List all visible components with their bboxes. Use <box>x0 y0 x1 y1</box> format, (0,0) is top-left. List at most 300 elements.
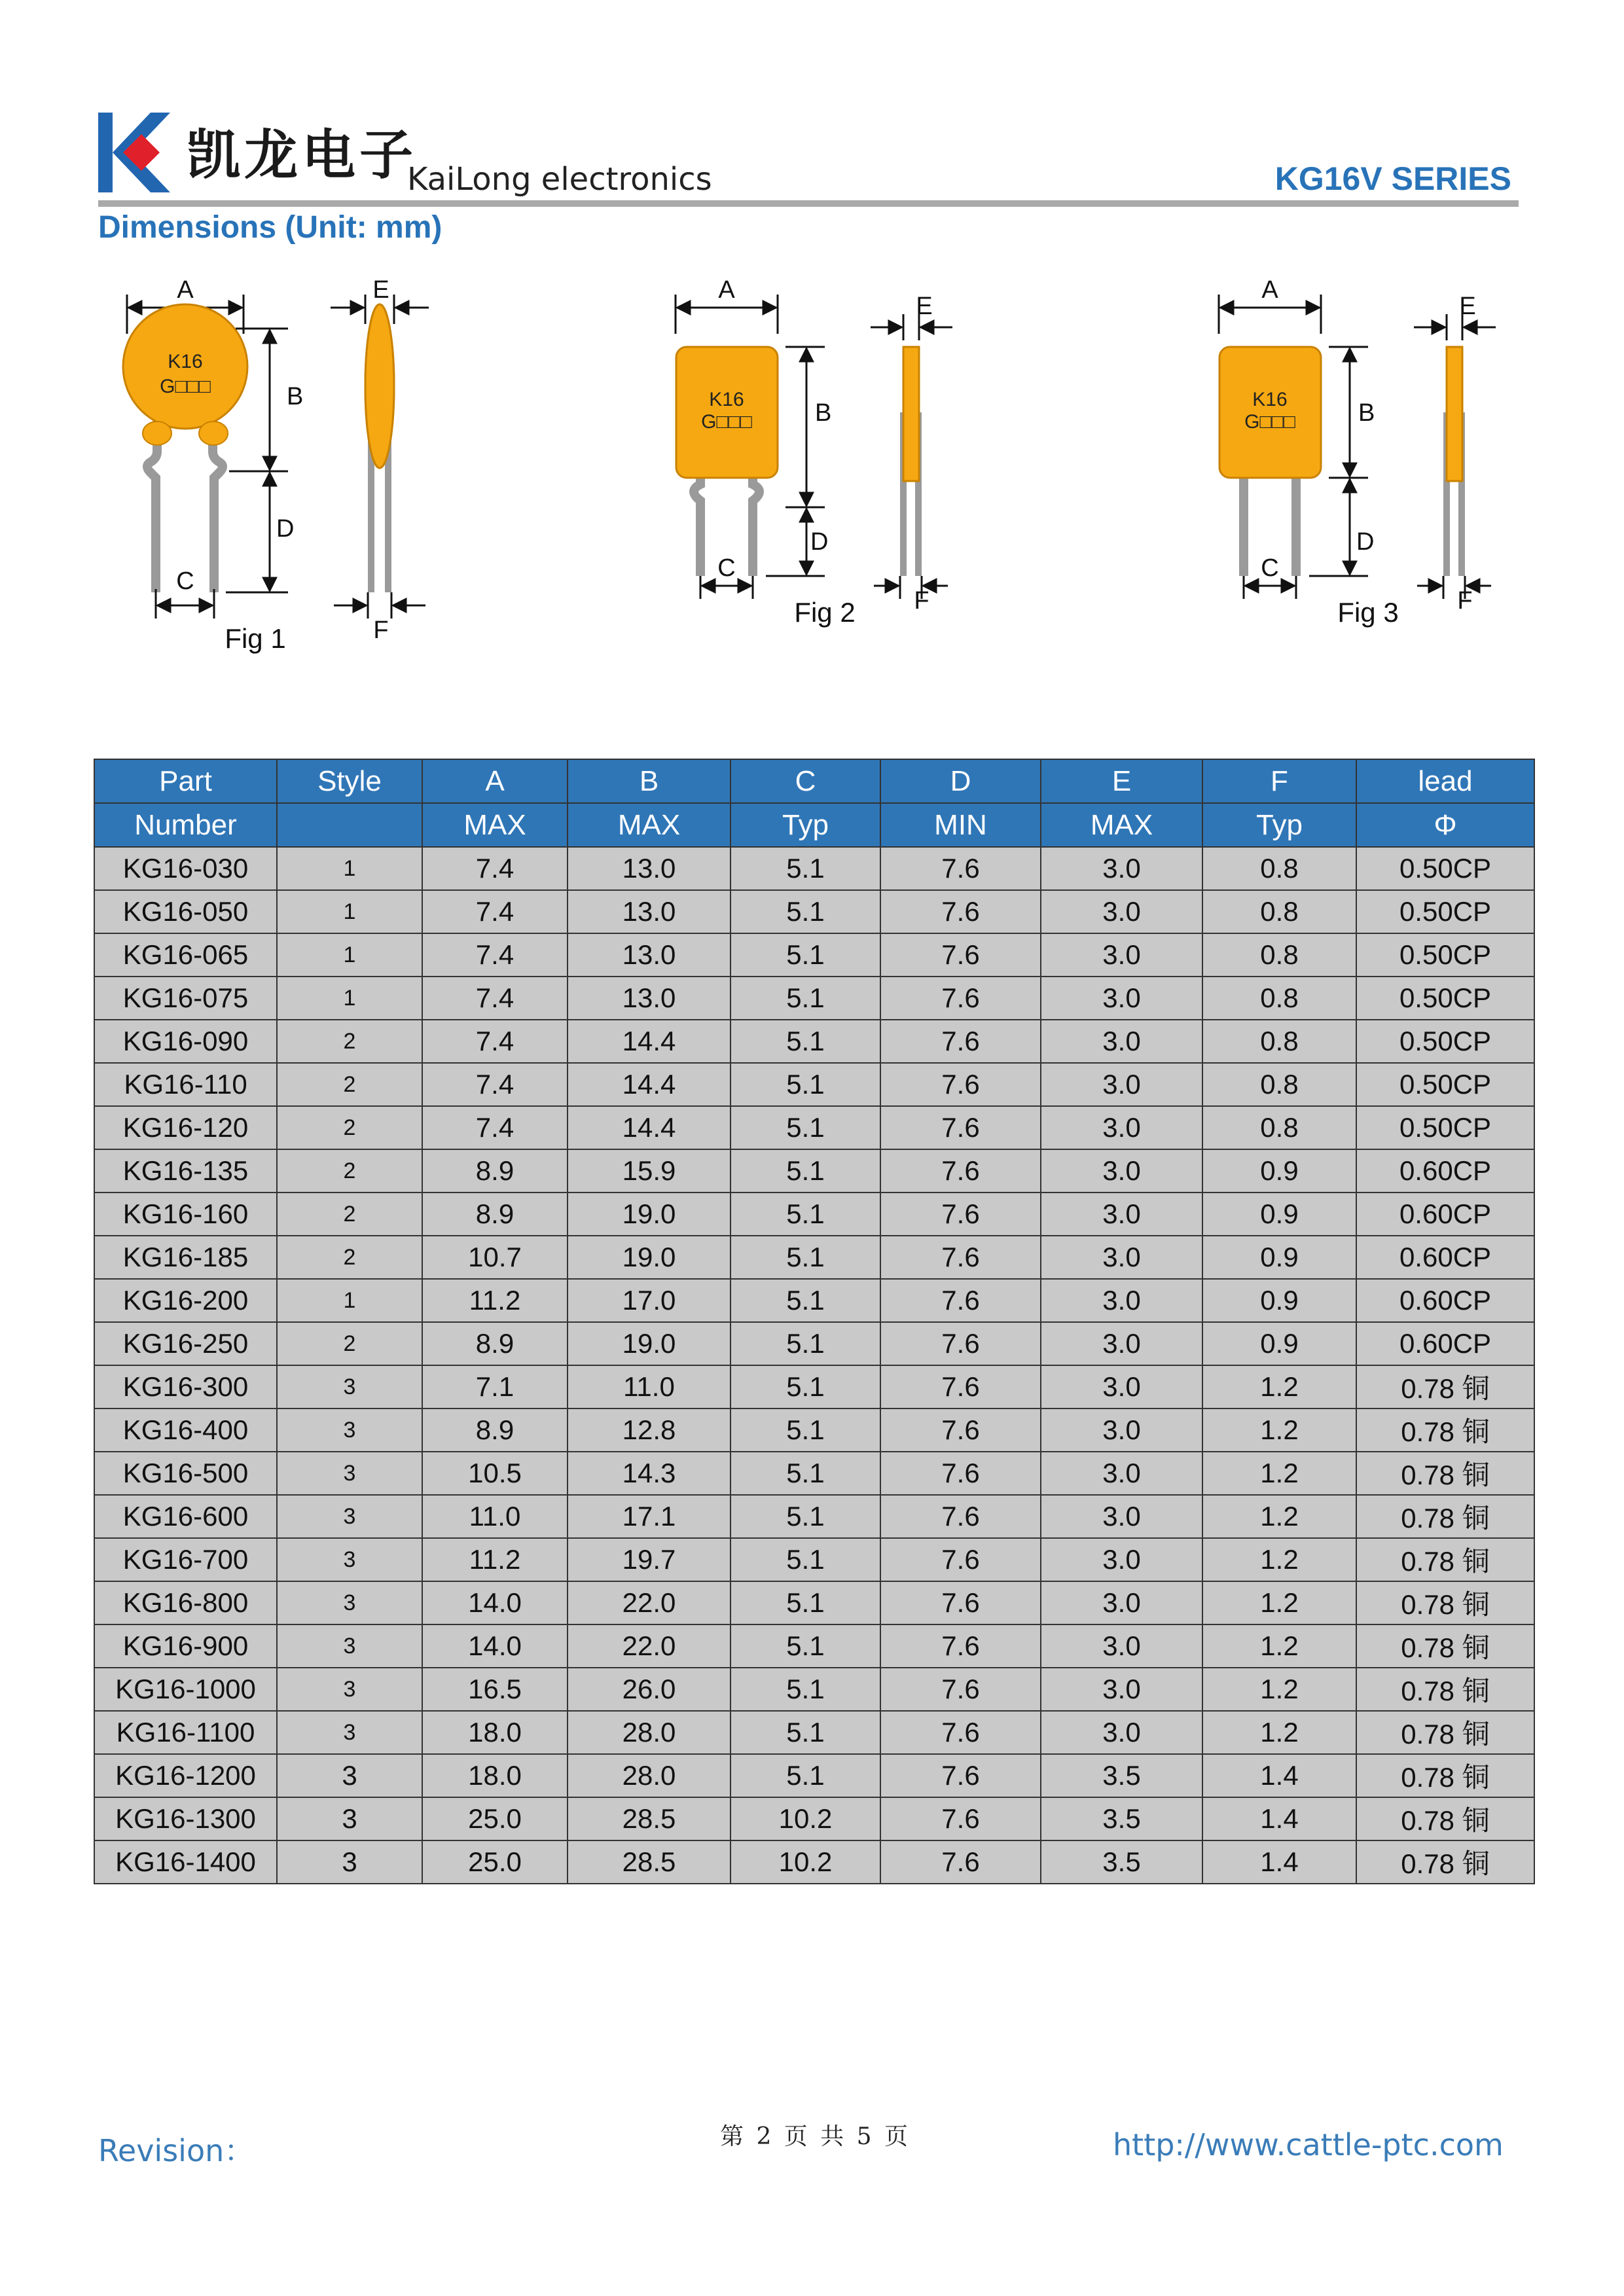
fig1-body-text-1: K16 <box>168 351 203 372</box>
table-cell: KG16-050 <box>94 890 277 933</box>
table-cell: 11.2 <box>422 1538 568 1581</box>
table-cell: 12.8 <box>568 1408 731 1452</box>
table-cell: 3 <box>277 1581 422 1624</box>
table-cell: 15.9 <box>568 1149 731 1193</box>
table-cell: 1 <box>277 890 422 933</box>
table-cell: KG16-110 <box>94 1063 277 1106</box>
table-header-row-1 <box>94 759 1534 803</box>
table-cell: KG16-160 <box>94 1193 277 1236</box>
table-cell: 25.0 <box>422 1797 568 1840</box>
table-cell: 1.4 <box>1202 1754 1356 1797</box>
table-cell: 2 <box>277 1149 422 1193</box>
table-cell: 5.1 <box>731 1279 880 1322</box>
header-divider <box>98 200 1519 207</box>
table-cell: 3.0 <box>1041 1106 1202 1149</box>
table-cell: 0.9 <box>1202 1322 1356 1365</box>
table-cell: KG16-200 <box>94 1279 277 1322</box>
table-row <box>94 1322 1534 1365</box>
table-row <box>94 1797 1534 1840</box>
col-subheader-e: MAX <box>1041 803 1202 847</box>
table-cell: 11.2 <box>422 1279 568 1322</box>
table-cell: KG16-500 <box>94 1452 277 1495</box>
figure-1-drawing <box>98 262 465 668</box>
table-cell: 8.9 <box>422 1193 568 1236</box>
table-cell: 0.9 <box>1202 1149 1356 1193</box>
table-cell: 3.5 <box>1041 1840 1202 1884</box>
figure-1 <box>98 262 465 668</box>
figure-2-drawing <box>635 268 1001 648</box>
table-cell: 3.0 <box>1041 847 1202 890</box>
table-cell: 22.0 <box>568 1624 731 1668</box>
table-cell: 18.0 <box>422 1711 568 1754</box>
table-cell: 0.78 铜 <box>1356 1581 1534 1624</box>
table-body <box>94 847 1534 1884</box>
table-cell: 7.6 <box>880 1149 1041 1193</box>
table-cell: 5.1 <box>731 1711 880 1754</box>
table-cell: 3 <box>277 1668 422 1711</box>
dim-label-d: D <box>276 515 295 543</box>
table-cell: KG16-1300 <box>94 1797 277 1840</box>
table-cell: 7.6 <box>880 1236 1041 1279</box>
table-cell: 5.1 <box>731 1495 880 1538</box>
col-subheader-style <box>277 803 422 847</box>
table-cell: 7.1 <box>422 1365 568 1408</box>
table-cell: 1.2 <box>1202 1408 1356 1452</box>
col-subheader-c: Typ <box>731 803 880 847</box>
table-cell: 14.0 <box>422 1581 568 1624</box>
table-cell: 3.0 <box>1041 977 1202 1020</box>
col-header-f: F <box>1202 759 1356 803</box>
table-row <box>94 1408 1534 1452</box>
table-cell: 14.3 <box>568 1452 731 1495</box>
revision-label: Revision： <box>98 2133 255 2168</box>
table-cell: 1.2 <box>1202 1538 1356 1581</box>
table-cell: 16.5 <box>422 1668 568 1711</box>
table-cell: 13.0 <box>568 933 731 977</box>
dim-label-c: C <box>1261 554 1279 582</box>
table-row <box>94 1149 1534 1193</box>
table-cell: 8.9 <box>422 1149 568 1193</box>
table-cell: 13.0 <box>568 977 731 1020</box>
brand-name-english: KaiLong electronics <box>407 161 712 198</box>
dim-label-f: F <box>1457 587 1473 615</box>
table-row <box>94 1711 1534 1754</box>
table-cell: 7.6 <box>880 1106 1041 1149</box>
table-cell: 0.50CP <box>1356 1063 1534 1106</box>
table-cell: 1 <box>277 1279 422 1322</box>
table-cell: 3.0 <box>1041 1624 1202 1668</box>
table-cell: 0.8 <box>1202 933 1356 977</box>
table-cell: 3 <box>277 1840 422 1884</box>
table-cell: 0.8 <box>1202 890 1356 933</box>
figure-3-label: Fig 3 <box>1337 597 1399 628</box>
table-cell: 0.9 <box>1202 1236 1356 1279</box>
table-cell: 7.6 <box>880 1797 1041 1840</box>
table-row <box>94 847 1534 890</box>
table-cell: 5.1 <box>731 1408 880 1452</box>
table-cell: 14.4 <box>568 1063 731 1106</box>
col-subheader-b: MAX <box>568 803 731 847</box>
kailong-logo <box>98 113 170 192</box>
table-row <box>94 1624 1534 1668</box>
table-cell: 0.78 铜 <box>1356 1754 1534 1797</box>
table-cell: 13.0 <box>568 890 731 933</box>
table-cell: 0.50CP <box>1356 890 1534 933</box>
table-cell: 3 <box>277 1365 422 1408</box>
table-cell: 7.6 <box>880 1754 1041 1797</box>
table-cell: KG16-1400 <box>94 1840 277 1884</box>
table-row <box>94 933 1534 977</box>
table-cell: 11.0 <box>422 1495 568 1538</box>
table-cell: 18.0 <box>422 1754 568 1797</box>
col-header-d: D <box>880 759 1041 803</box>
table-cell: 0.50CP <box>1356 1020 1534 1063</box>
table-cell: 0.60CP <box>1356 1236 1534 1279</box>
table-cell: 1 <box>277 977 422 1020</box>
table-cell: 1.2 <box>1202 1711 1356 1754</box>
table-cell: 19.0 <box>568 1236 731 1279</box>
table-cell: 17.1 <box>568 1495 731 1538</box>
table-cell: 5.1 <box>731 1193 880 1236</box>
table-cell: 5.1 <box>731 1538 880 1581</box>
table-cell: 2 <box>277 1322 422 1365</box>
table-cell: KG16-1100 <box>94 1711 277 1754</box>
table-cell: 10.5 <box>422 1452 568 1495</box>
table-cell: 3.0 <box>1041 1711 1202 1754</box>
table-cell: 5.1 <box>731 847 880 890</box>
table-cell: 7.6 <box>880 1322 1041 1365</box>
table-cell: 5.1 <box>731 1365 880 1408</box>
table-cell: 0.78 铜 <box>1356 1840 1534 1884</box>
table-cell: 1.2 <box>1202 1624 1356 1668</box>
table-cell: 7.4 <box>422 890 568 933</box>
table-cell: 5.1 <box>731 1149 880 1193</box>
col-subheader-part: Number <box>94 803 277 847</box>
col-header-b: B <box>568 759 731 803</box>
table-row <box>94 1193 1534 1236</box>
table-cell: 3.0 <box>1041 1236 1202 1279</box>
table-cell: 3.0 <box>1041 1279 1202 1322</box>
table-cell: 0.78 铜 <box>1356 1365 1534 1408</box>
table-cell: 1.2 <box>1202 1495 1356 1538</box>
table-cell: 5.1 <box>731 1581 880 1624</box>
table-cell: KG16-250 <box>94 1322 277 1365</box>
table-cell: 0.78 铜 <box>1356 1797 1534 1840</box>
table-cell: 0.8 <box>1202 1063 1356 1106</box>
table-cell: 3.0 <box>1041 1322 1202 1365</box>
table-cell: 25.0 <box>422 1840 568 1884</box>
dim-label-a: A <box>177 276 194 304</box>
table-cell: 0.78 铜 <box>1356 1408 1534 1452</box>
table-cell: KG16-185 <box>94 1236 277 1279</box>
table-cell: 0.50CP <box>1356 933 1534 977</box>
table-cell: 1.4 <box>1202 1797 1356 1840</box>
col-subheader-f: Typ <box>1202 803 1356 847</box>
table-cell: 7.6 <box>880 1495 1041 1538</box>
table-cell: 7.4 <box>422 1106 568 1149</box>
brand-name-chinese: 凯龙电子 <box>187 124 418 187</box>
table-cell: 3 <box>277 1538 422 1581</box>
table-cell: 10.2 <box>731 1840 880 1884</box>
col-header-part: Part <box>94 759 277 803</box>
table-cell: 7.6 <box>880 847 1041 890</box>
table-cell: 0.8 <box>1202 847 1356 890</box>
table-cell: 3.0 <box>1041 1149 1202 1193</box>
table-cell: 7.6 <box>880 1279 1041 1322</box>
fig2-body-text-2: G□□□ <box>701 411 752 433</box>
dim-label-a: A <box>718 276 735 304</box>
table-cell: 17.0 <box>568 1279 731 1322</box>
table-cell: 3.0 <box>1041 1452 1202 1495</box>
table-cell: 0.78 铜 <box>1356 1538 1534 1581</box>
table-cell: 1.2 <box>1202 1365 1356 1408</box>
table-cell: 1.4 <box>1202 1840 1356 1884</box>
fig3-body-text-1: K16 <box>1252 389 1288 410</box>
table-cell: KG16-400 <box>94 1408 277 1452</box>
dim-label-c: C <box>176 567 194 595</box>
table-cell: 3 <box>277 1624 422 1668</box>
dim-label-d: D <box>1356 528 1375 556</box>
col-header-e: E <box>1041 759 1202 803</box>
table-cell: 26.0 <box>568 1668 731 1711</box>
table-cell: 2 <box>277 1063 422 1106</box>
table-row <box>94 1279 1534 1322</box>
table-cell: 7.6 <box>880 1840 1041 1884</box>
table-cell: 1 <box>277 847 422 890</box>
table-cell: 0.8 <box>1202 977 1356 1020</box>
figure-1-label: Fig 1 <box>225 623 286 654</box>
col-header-lead: lead <box>1356 759 1534 803</box>
col-header-a: A <box>422 759 568 803</box>
table-cell: 5.1 <box>731 1020 880 1063</box>
figure-3 <box>1178 268 1545 648</box>
table-cell: 8.9 <box>422 1322 568 1365</box>
table-cell: 7.6 <box>880 1538 1041 1581</box>
dim-label-c: C <box>717 554 736 582</box>
table-cell: 7.6 <box>880 977 1041 1020</box>
table-cell: 3.0 <box>1041 890 1202 933</box>
table-cell: KG16-135 <box>94 1149 277 1193</box>
fig3-body-text-2: G□□□ <box>1244 411 1295 433</box>
table-cell: 7.6 <box>880 1063 1041 1106</box>
table-header-row-2 <box>94 803 1534 847</box>
table-cell: 0.8 <box>1202 1020 1356 1063</box>
table-cell: 28.5 <box>568 1797 731 1840</box>
table-cell: 7.6 <box>880 1408 1041 1452</box>
table-cell: 3.5 <box>1041 1797 1202 1840</box>
dim-label-a: A <box>1261 276 1278 304</box>
dim-label-e: E <box>916 293 933 320</box>
table-row <box>94 1020 1534 1063</box>
table-cell: 1 <box>277 933 422 977</box>
table-cell: 5.1 <box>731 1754 880 1797</box>
dim-label-f: F <box>373 617 389 644</box>
table-cell: 0.50CP <box>1356 847 1534 890</box>
table-cell: 0.8 <box>1202 1106 1356 1149</box>
table-cell: 5.1 <box>731 1236 880 1279</box>
table-cell: KG16-075 <box>94 977 277 1020</box>
table-cell: 3 <box>277 1754 422 1797</box>
table-cell: 5.1 <box>731 933 880 977</box>
table-row <box>94 890 1534 933</box>
dim-label-f: F <box>914 587 929 615</box>
table-cell: 3.0 <box>1041 1020 1202 1063</box>
table-row <box>94 1365 1534 1408</box>
table-cell: 3 <box>277 1797 422 1840</box>
table-cell: KG16-1000 <box>94 1668 277 1711</box>
table-cell: 2 <box>277 1193 422 1236</box>
table-cell: 7.6 <box>880 1193 1041 1236</box>
table-cell: 3.0 <box>1041 1538 1202 1581</box>
dim-label-e: E <box>372 276 389 304</box>
table-cell: 8.9 <box>422 1408 568 1452</box>
table-cell: KG16-600 <box>94 1495 277 1538</box>
table-cell: KG16-065 <box>94 933 277 977</box>
table-cell: 3.5 <box>1041 1754 1202 1797</box>
table-cell: 0.60CP <box>1356 1193 1534 1236</box>
table-row <box>94 1581 1534 1624</box>
table-cell: 19.0 <box>568 1193 731 1236</box>
table-cell: 11.0 <box>568 1365 731 1408</box>
table-cell: 5.1 <box>731 977 880 1020</box>
table-cell: 3.0 <box>1041 1495 1202 1538</box>
table-row <box>94 1668 1534 1711</box>
series-title: KG16V SERIES <box>1274 160 1511 197</box>
table-cell: 10.7 <box>422 1236 568 1279</box>
table-cell: 7.4 <box>422 933 568 977</box>
table-cell: 3.0 <box>1041 1668 1202 1711</box>
table-cell: 0.78 铜 <box>1356 1668 1534 1711</box>
col-subheader-lead: Φ <box>1356 803 1534 847</box>
section-title: Dimensions (Unit: mm) <box>98 210 442 245</box>
table-cell: KG16-300 <box>94 1365 277 1408</box>
table-cell: 3.0 <box>1041 1581 1202 1624</box>
table-cell: 5.1 <box>731 1668 880 1711</box>
table-cell: 3.0 <box>1041 1365 1202 1408</box>
table-cell: KG16-090 <box>94 1020 277 1063</box>
table-cell: 5.1 <box>731 1106 880 1149</box>
table-cell: 1.2 <box>1202 1581 1356 1624</box>
table-cell: 28.0 <box>568 1754 731 1797</box>
table-row <box>94 1063 1534 1106</box>
table-cell: 2 <box>277 1236 422 1279</box>
table-cell: 19.0 <box>568 1322 731 1365</box>
table-cell: 5.1 <box>731 890 880 933</box>
fig2-body-text-1: K16 <box>709 389 744 410</box>
table-row <box>94 1495 1534 1538</box>
table-cell: 5.1 <box>731 1624 880 1668</box>
table-row <box>94 1840 1534 1884</box>
table-cell: 3 <box>277 1711 422 1754</box>
table-cell: 0.78 铜 <box>1356 1452 1534 1495</box>
table-cell: 5.1 <box>731 1063 880 1106</box>
table-row <box>94 1754 1534 1797</box>
table-cell: 7.6 <box>880 1624 1041 1668</box>
table-cell: KG16-900 <box>94 1624 277 1668</box>
table-cell: KG16-030 <box>94 847 277 890</box>
table-cell: 3.0 <box>1041 933 1202 977</box>
table-cell: 7.6 <box>880 1365 1041 1408</box>
dim-label-b: B <box>815 399 832 427</box>
table-cell: 2 <box>277 1106 422 1149</box>
table-cell: 0.60CP <box>1356 1149 1534 1193</box>
website-link[interactable]: http://www.cattle-ptc.com <box>1113 2127 1504 2162</box>
table-cell: KG16-120 <box>94 1106 277 1149</box>
table-row <box>94 1236 1534 1279</box>
figure-2-label: Fig 2 <box>794 597 856 628</box>
table-cell: 0.78 铜 <box>1356 1624 1534 1668</box>
figure-3-drawing <box>1178 268 1545 648</box>
col-header-style: Style <box>277 759 422 803</box>
table-cell: 0.9 <box>1202 1193 1356 1236</box>
table-row <box>94 1538 1534 1581</box>
table-cell: 19.7 <box>568 1538 731 1581</box>
table-cell: 7.6 <box>880 1711 1041 1754</box>
table-cell: 7.6 <box>880 1581 1041 1624</box>
table-cell: 0.60CP <box>1356 1279 1534 1322</box>
table-cell: 5.1 <box>731 1322 880 1365</box>
table-cell: 7.6 <box>880 1452 1041 1495</box>
table-cell: 7.4 <box>422 977 568 1020</box>
table-row <box>94 977 1534 1020</box>
table-row <box>94 1106 1534 1149</box>
table-cell: 0.78 铜 <box>1356 1711 1534 1754</box>
table-cell: KG16-800 <box>94 1581 277 1624</box>
table-cell: 10.2 <box>731 1797 880 1840</box>
fig1-body-text-2: G□□□ <box>160 376 211 397</box>
dim-label-b: B <box>287 383 304 410</box>
dim-label-e: E <box>1459 293 1476 320</box>
table-cell: 28.0 <box>568 1711 731 1754</box>
table-cell: 2 <box>277 1020 422 1063</box>
table-cell: 7.6 <box>880 1020 1041 1063</box>
dimension-table <box>94 759 1535 1884</box>
page-number: 第 2 页 共 5 页 <box>720 2123 911 2150</box>
table-cell: 1.2 <box>1202 1452 1356 1495</box>
table-cell: 7.4 <box>422 1063 568 1106</box>
table-cell: 0.50CP <box>1356 977 1534 1020</box>
table-cell: 0.9 <box>1202 1279 1356 1322</box>
table-cell: 28.5 <box>568 1840 731 1884</box>
table-cell: 0.50CP <box>1356 1106 1534 1149</box>
table-cell: 5.1 <box>731 1452 880 1495</box>
table-cell: KG16-700 <box>94 1538 277 1581</box>
col-subheader-a: MAX <box>422 803 568 847</box>
table-cell: 7.6 <box>880 1668 1041 1711</box>
table-cell: 7.4 <box>422 1020 568 1063</box>
table-cell: 3.0 <box>1041 1193 1202 1236</box>
table-cell: 22.0 <box>568 1581 731 1624</box>
table-cell: 7.6 <box>880 890 1041 933</box>
col-subheader-d: MIN <box>880 803 1041 847</box>
table-cell: 14.4 <box>568 1020 731 1063</box>
table-cell: 3 <box>277 1408 422 1452</box>
table-row <box>94 1452 1534 1495</box>
table-cell: 13.0 <box>568 847 731 890</box>
table-cell: 3 <box>277 1452 422 1495</box>
dim-label-b: B <box>1358 399 1375 427</box>
table-cell: 0.60CP <box>1356 1322 1534 1365</box>
table-cell: 7.4 <box>422 847 568 890</box>
table-cell: 3.0 <box>1041 1063 1202 1106</box>
table-cell: 1.2 <box>1202 1668 1356 1711</box>
table-cell: 3 <box>277 1495 422 1538</box>
figure-2 <box>635 268 1001 648</box>
col-header-c: C <box>731 759 880 803</box>
dim-label-d: D <box>810 528 829 556</box>
table-cell: KG16-1200 <box>94 1754 277 1797</box>
table-cell: 3.0 <box>1041 1408 1202 1452</box>
